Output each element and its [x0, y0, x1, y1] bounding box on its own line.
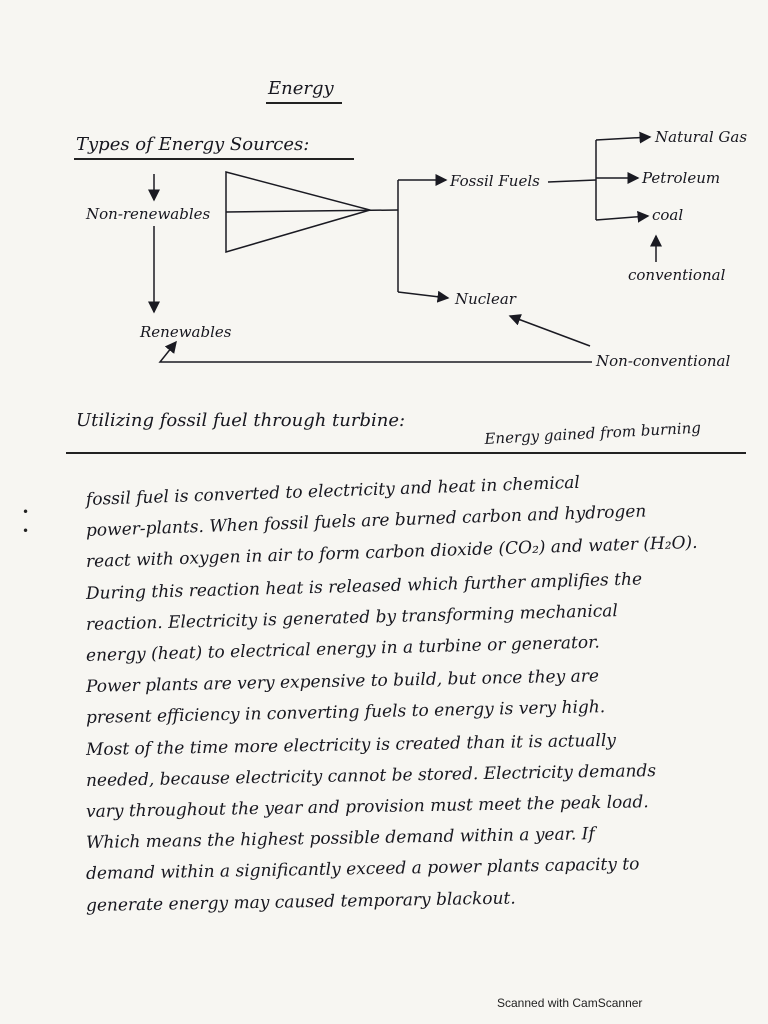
side-note: Energy gained from burning: [484, 418, 702, 448]
types-heading: Types of Energy Sources:: [76, 134, 310, 155]
body-line: vary throughout the year and provision must meet the peak load.: [85, 792, 649, 822]
body-line: Most of the time more electricity is created than it is actually: [85, 730, 617, 760]
node-conventional: conventional: [628, 266, 726, 284]
section-heading-underline: [66, 452, 746, 454]
node-coal: coal: [652, 206, 684, 224]
node-non-conventional: Non-conventional: [596, 352, 731, 370]
body-line: demand within a significantly exceed a power plants capacity to: [85, 854, 640, 885]
body-line: fossil fuel is converted to electricity and heat in chemical: [85, 472, 581, 510]
margin-mark: •: [22, 524, 30, 538]
body-line: generate energy may caused temporary blackout.: [85, 888, 516, 916]
body-line: Which means the highest possible demand within a year. If: [85, 824, 595, 854]
margin-mark: •: [22, 505, 30, 519]
arrow-nonconventional-renewables: [160, 342, 592, 362]
page-title: Energy: [268, 78, 334, 99]
node-renewables: Renewables: [140, 323, 232, 341]
arrow-nonconventional-nuclear: [510, 316, 590, 346]
connector-fossil: [548, 180, 596, 182]
node-nuclear: Nuclear: [455, 290, 516, 308]
section-heading: Utilizing fossil fuel through turbine:: [76, 410, 406, 431]
node-natural-gas: Natural Gas: [655, 128, 748, 146]
body-line: power-plants. When fossil fuels are burned carbon and hydrogen: [85, 501, 647, 542]
arrow-coal: [596, 216, 648, 220]
body-line: needed, because electricity cannot be stored. Electricity demands: [85, 760, 657, 791]
arrow-nuclear: [398, 292, 448, 298]
body-line: reaction. Electricity is generated by transforming mechanical: [85, 600, 619, 635]
scanner-watermark: Scanned with CamScanner: [497, 996, 643, 1010]
body-line: energy (heat) to electrical energy in a turbine or generator.: [85, 632, 601, 666]
node-non-renewables: Non-renewables: [86, 205, 211, 223]
arrow-natural-gas: [596, 137, 650, 140]
body-line: react with oxygen in air to form carbon dioxide (CO₂) and water (H₂O).: [85, 533, 698, 573]
node-fossil-fuels: Fossil Fuels: [450, 172, 540, 190]
body-line: During this reaction heat is released which further amplifies the: [85, 569, 643, 604]
node-petroleum: Petroleum: [642, 169, 721, 187]
energy-sources-diagram: [0, 0, 768, 420]
connector-nonrenewables: [226, 210, 398, 212]
body-line: present efficiency in converting fuels to energy is very high.: [85, 697, 606, 729]
body-line: Power plants are very expensive to build, but once they are: [85, 666, 600, 698]
